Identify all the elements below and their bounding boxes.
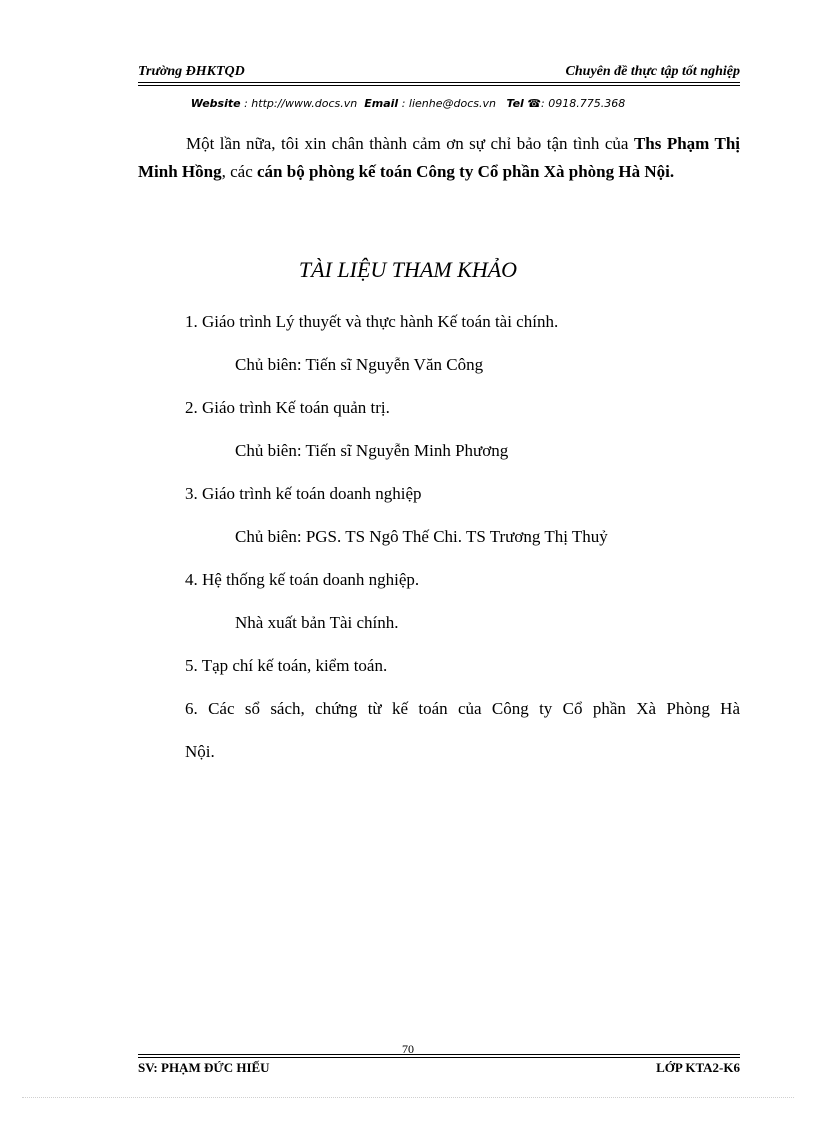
header-contact-line: [0, 97, 816, 110]
reference-publisher-4: Nhà xuất bản Tài chính.: [235, 613, 399, 632]
reference-item-4: 4. Hệ thống kế toán doanh nghiệp.: [185, 570, 420, 589]
reference-editor-3: Chủ biên: PGS. TS Ngô Thế Chi. TS Trương Thị Thuỷ: [235, 527, 608, 546]
reference-item-3: 3. Giáo trình kế toán doanh nghiệp: [185, 484, 422, 503]
website-label: Website: [190, 97, 241, 110]
header-rule-top: [138, 82, 740, 83]
references-title: TÀI LIỆU THAM KHẢO: [298, 257, 518, 282]
reference-editor-1: Chủ biên: Tiến sĩ Nguyễn Văn Công: [235, 355, 484, 374]
reference-item-6: 6. Các sổ sách, chứng từ kế toán của Công ty Cổ phần Xà Phòng Hà: [185, 699, 740, 718]
header-rule-bottom: [138, 85, 740, 86]
tel-value: : 0918.775.368: [541, 97, 626, 110]
phone-icon: ☎: [527, 97, 542, 110]
header-school: Trường ĐHKTQD: [138, 64, 245, 79]
footer-student-name: SV: PHẠM ĐỨC HIẾU: [138, 1060, 270, 1075]
page-number: 70: [402, 1042, 414, 1056]
header-topic: Chuyên đề thực tập tốt nghiệp: [565, 64, 740, 79]
footer-rule-bottom: [138, 1057, 740, 1058]
reference-item-6-continued: Nội.: [185, 742, 215, 761]
email-label: Email: [364, 97, 399, 110]
email-value[interactable]: : lienhe@docs.vn: [401, 97, 496, 110]
reference-item-2: 2. Giáo trình Kế toán quản trị.: [185, 398, 390, 417]
tel-label: Tel: [506, 97, 524, 110]
page-edge-divider: [22, 1097, 794, 1098]
reference-item-5: 5. Tạp chí kế toán, kiểm toán.: [185, 656, 388, 675]
footer-rule-top: [138, 1054, 740, 1055]
intro-paragraph: Một lần nữa, tôi xin chân thành cảm ơn sự chỉ bảo tận tình của Ths Phạm Thị Minh Hồng, các cán bộ phòng kế toán Công ty Cổ phần Xà phòng Hà Nội.: [138, 134, 740, 181]
reference-editor-2: Chủ biên: Tiến sĩ Nguyễn Minh Phương: [235, 441, 509, 460]
footer-class: LỚP KTA2-K6: [656, 1060, 740, 1075]
website-url[interactable]: : http://www.docs.vn: [244, 97, 358, 110]
reference-item-1: 1. Giáo trình Lý thuyết và thực hành Kế toán tài chính.: [185, 312, 559, 331]
